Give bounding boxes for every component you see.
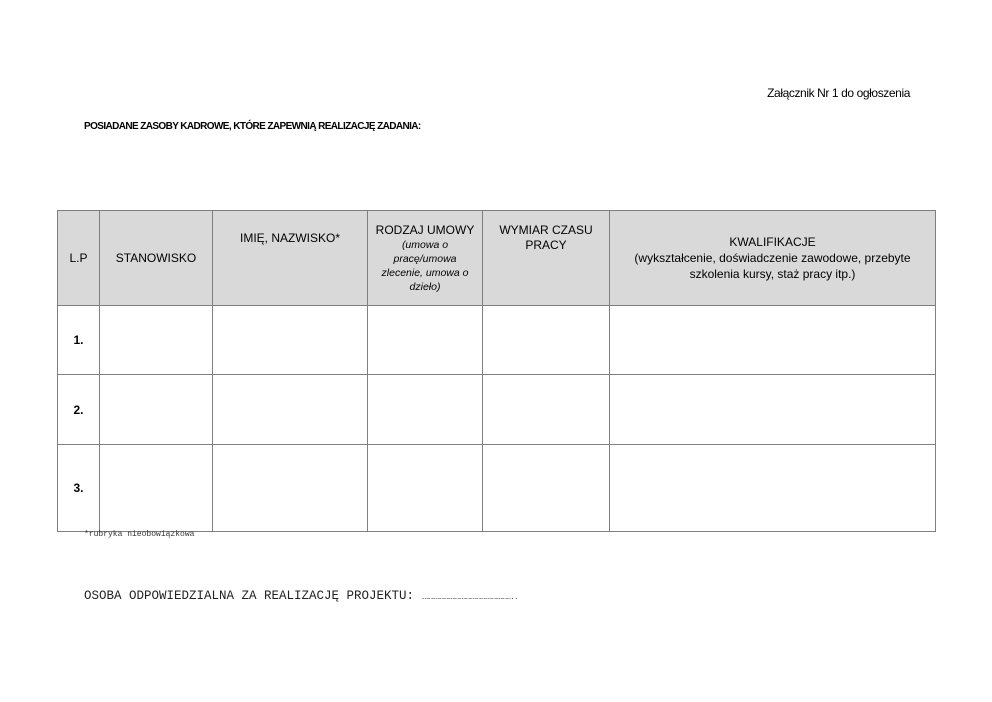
qualifications-cell[interactable] bbox=[610, 445, 936, 532]
contract-cell[interactable] bbox=[368, 306, 483, 375]
footnote: *rubryka nieobowiązkowa bbox=[84, 530, 195, 539]
position-cell[interactable] bbox=[100, 306, 213, 375]
position-cell[interactable] bbox=[100, 445, 213, 532]
name-cell[interactable] bbox=[213, 306, 368, 375]
time-cell[interactable] bbox=[483, 306, 610, 375]
header-time: WYMIAR CZASU PRACY bbox=[483, 211, 610, 306]
header-position: STANOWISKO bbox=[100, 211, 213, 306]
header-qualifications bbox=[610, 211, 936, 306]
table-row bbox=[58, 306, 936, 375]
responsible-person-field[interactable]: ……………………………………………………………….. bbox=[421, 594, 518, 602]
header-lp: L.P bbox=[58, 211, 100, 306]
qualifications-cell[interactable] bbox=[610, 306, 936, 375]
qualifications-cell[interactable] bbox=[610, 375, 936, 445]
name-cell[interactable] bbox=[213, 445, 368, 532]
responsible-person-line bbox=[84, 589, 518, 603]
row-number: 1. bbox=[58, 306, 100, 375]
header-contract bbox=[368, 211, 483, 306]
responsible-person-label: OSOBA ODPOWIEDZIALNA ZA REALIZACJĘ PROJEKTU: bbox=[84, 589, 415, 603]
time-cell[interactable] bbox=[483, 445, 610, 532]
header-contract-note: (umowa o pracę/umowa zlecenie, umowa o dzieło) bbox=[381, 238, 469, 293]
annex-label: Załącznik Nr 1 do ogłoszenia bbox=[767, 86, 910, 100]
header-contract-label: RODZAJ UMOWY bbox=[375, 222, 475, 237]
header-name: IMIĘ, NAZWISKO* bbox=[213, 211, 368, 306]
position-cell[interactable] bbox=[100, 375, 213, 445]
table-row bbox=[58, 375, 936, 445]
table-header-row bbox=[58, 211, 936, 306]
form-heading: POSIADANE ZASOBY KADROWE, KTÓRE ZAPEWNIĄ REALIZACJĘ ZADANIA: bbox=[84, 121, 421, 132]
contract-cell[interactable] bbox=[368, 445, 483, 532]
row-number: 3. bbox=[58, 445, 100, 532]
time-cell[interactable] bbox=[483, 375, 610, 445]
name-cell[interactable] bbox=[213, 375, 368, 445]
header-qualifications-note: (wykształcenie, doświadczenie zawodowe, przebyte szkolenia kursy, staż pracy itp.) bbox=[634, 250, 911, 281]
contract-cell[interactable] bbox=[368, 375, 483, 445]
staff-table bbox=[57, 210, 936, 532]
row-number: 2. bbox=[58, 375, 100, 445]
header-qualifications-label: KWALIFIKACJE bbox=[729, 234, 816, 249]
table-row bbox=[58, 445, 936, 532]
